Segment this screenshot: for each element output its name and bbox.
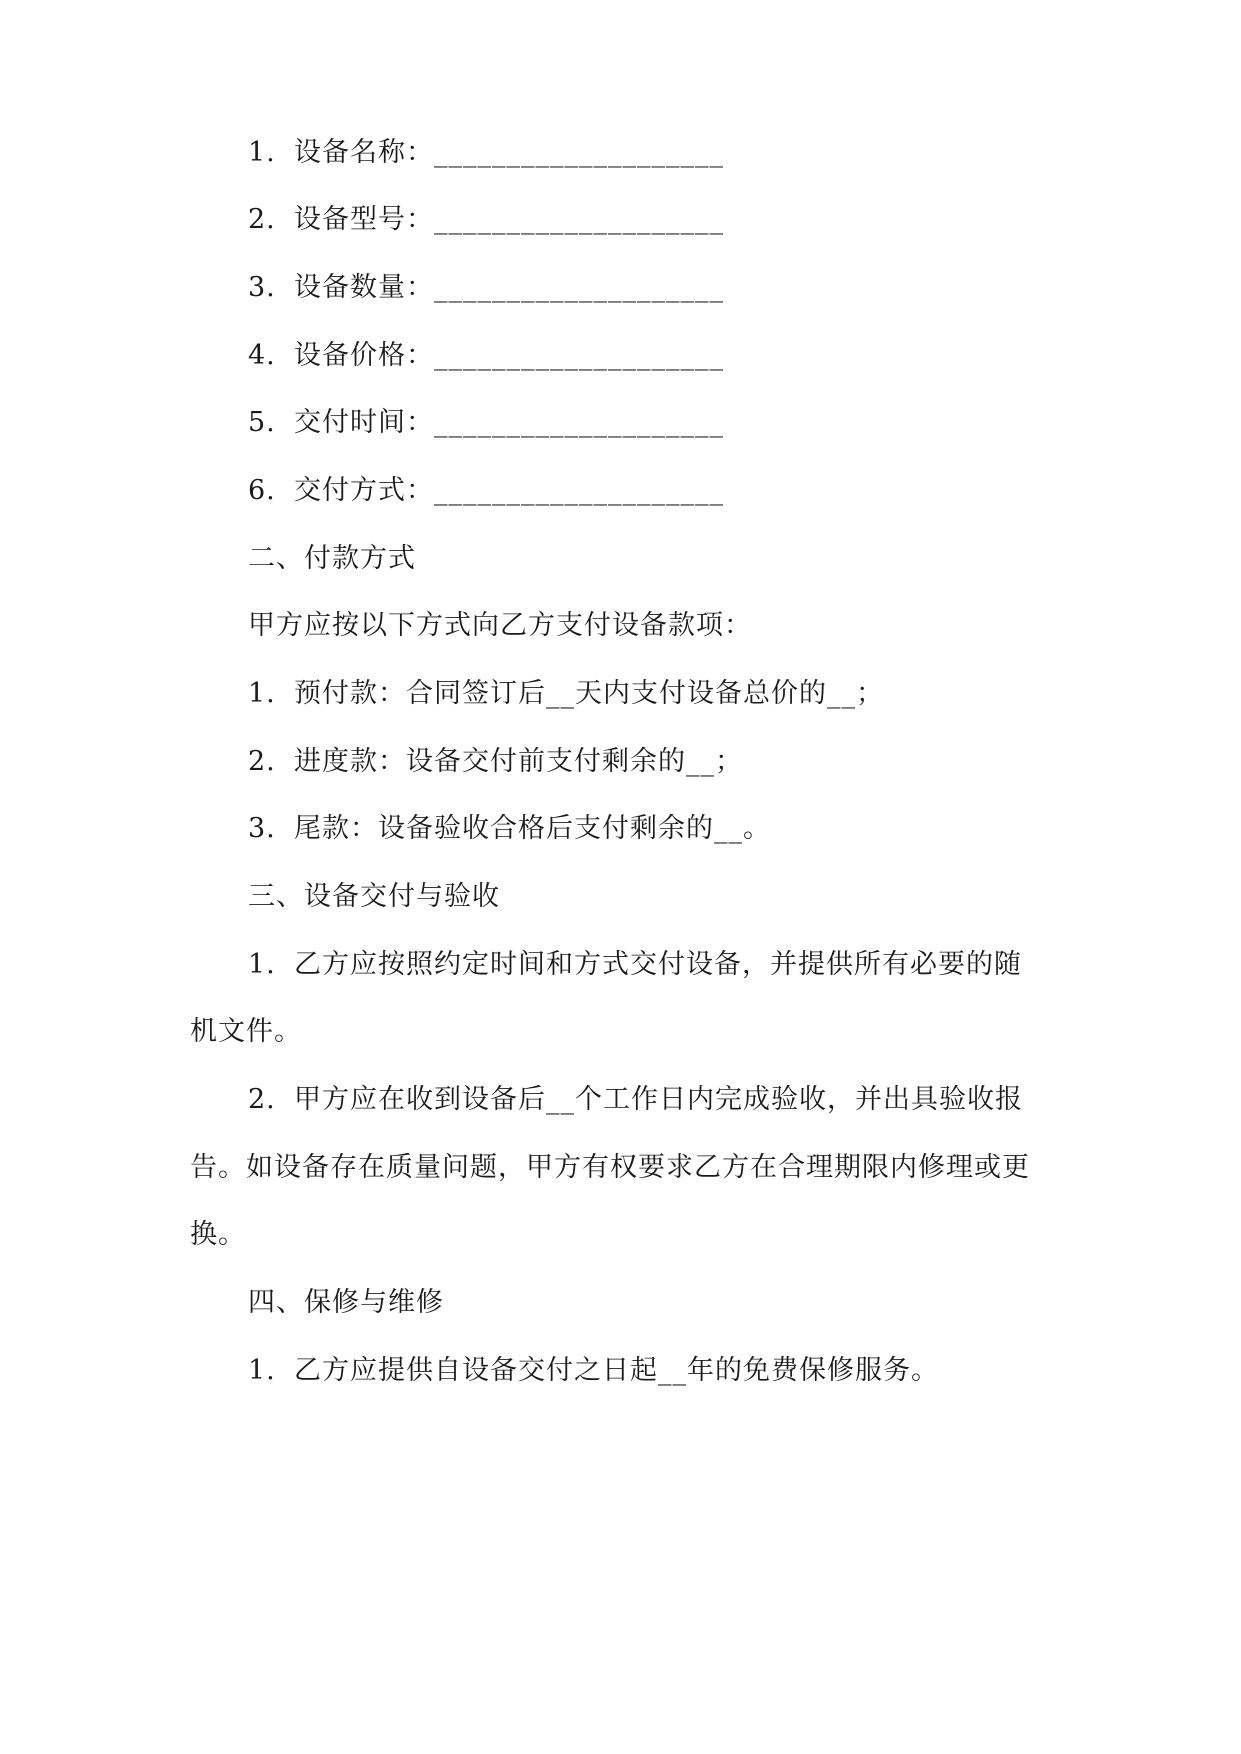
item-number: 3. xyxy=(248,272,276,303)
item-label: 设备价格： xyxy=(294,340,434,371)
item-blank: ____________________ xyxy=(434,204,724,235)
payment-item-final xyxy=(248,809,1118,849)
item-number: 6. xyxy=(248,475,276,506)
item-text: 乙方应提供自设备交付之日起__年的免费保修服务。 xyxy=(294,1355,939,1386)
item-blank: ____________________ xyxy=(434,137,724,168)
payment-item-prepayment xyxy=(248,674,1118,714)
section-heading-delivery: 三、设备交付与验收 xyxy=(248,881,500,912)
item-number: 2. xyxy=(248,746,276,777)
item-text: 乙方应按照约定时间和方式交付设备，并提供所有必要的随 xyxy=(294,949,1022,980)
item-number: 1. xyxy=(248,137,276,168)
item-number: 1. xyxy=(248,949,276,980)
item-label: 交付方式： xyxy=(294,475,434,506)
item-blank: ____________________ xyxy=(434,475,724,506)
equipment-item-model xyxy=(248,200,1118,240)
equipment-item-price xyxy=(248,336,1118,376)
delivery-item-1-line-1 xyxy=(248,945,1118,985)
item-blank: ____________________ xyxy=(434,340,724,371)
item-label: 设备名称： xyxy=(294,137,434,168)
item-number: 1. xyxy=(248,678,276,709)
item-number: 1. xyxy=(248,1355,276,1386)
item-blank: ____________________ xyxy=(434,407,724,438)
delivery-item-2-line-1 xyxy=(248,1080,1118,1120)
delivery-item-1-line-2: 机文件。 xyxy=(190,1016,302,1047)
equipment-item-name xyxy=(248,133,1118,173)
item-text: 进度款：设备交付前支付剩余的__； xyxy=(294,746,743,777)
item-text: 甲方应在收到设备后__个工作日内完成验收，并出具验收报 xyxy=(294,1084,1023,1115)
item-text: 尾款：设备验收合格后支付剩余的__。 xyxy=(294,813,771,844)
item-number: 4. xyxy=(248,340,276,371)
item-label: 设备数量： xyxy=(294,272,434,303)
item-number: 2. xyxy=(248,1084,276,1115)
equipment-item-delivery-method xyxy=(248,471,1118,511)
payment-item-progress xyxy=(248,742,1118,782)
item-blank: ____________________ xyxy=(434,272,724,303)
item-text: 预付款：合同签订后__天内支付设备总价的__； xyxy=(294,678,884,709)
section-heading-payment: 二、付款方式 xyxy=(248,543,416,574)
warranty-item-1 xyxy=(248,1351,1118,1391)
delivery-item-2-line-2: 告。如设备存在质量问题，甲方有权要求乙方在合理期限内修理或更 xyxy=(190,1152,1030,1183)
item-number: 3. xyxy=(248,813,276,844)
item-label: 设备型号： xyxy=(294,204,434,235)
item-number: 5. xyxy=(248,407,276,438)
equipment-item-quantity xyxy=(248,268,1118,308)
item-number: 2. xyxy=(248,204,276,235)
payment-intro: 甲方应按以下方式向乙方支付设备款项： xyxy=(248,610,752,641)
section-heading-warranty: 四、保修与维修 xyxy=(248,1287,444,1318)
equipment-item-delivery-time xyxy=(248,403,1118,443)
item-label: 交付时间： xyxy=(294,407,434,438)
delivery-item-2-line-3: 换。 xyxy=(190,1219,246,1250)
